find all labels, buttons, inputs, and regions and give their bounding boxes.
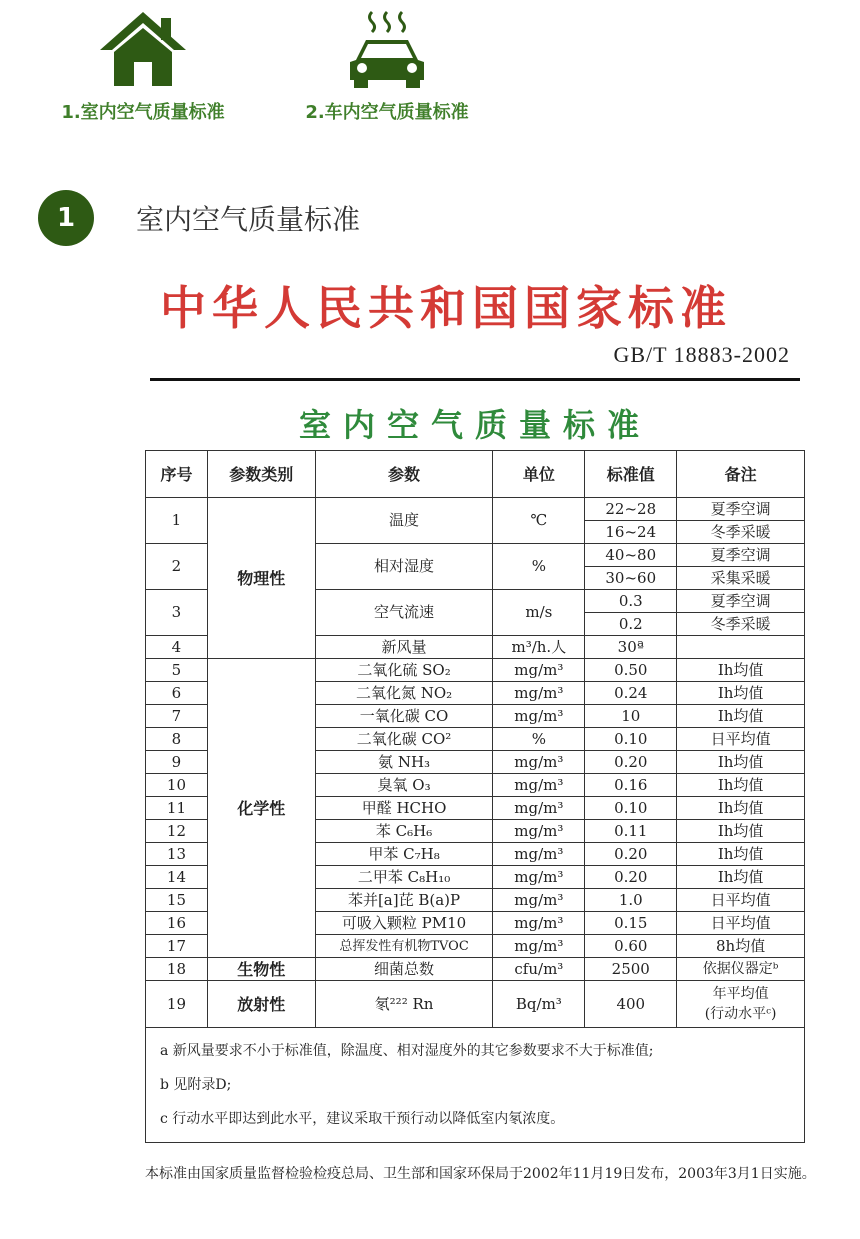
cell-no: 8 <box>146 728 208 751</box>
cell-value: 0.20 <box>585 866 677 889</box>
document-subtitle: 室内空气质量标准 <box>298 406 651 444</box>
category-radioactive: 放射性 <box>207 981 315 1028</box>
table-row <box>146 659 805 682</box>
cell-unit: mg/m³ <box>493 751 585 774</box>
cell-value: 16~24 <box>585 521 677 544</box>
cell-note: 8h均值 <box>677 935 805 958</box>
category-chemical: 化学性 <box>207 659 315 958</box>
cell-value: 30~60 <box>585 567 677 590</box>
cell-unit: mg/m³ <box>493 705 585 728</box>
cell-no: 11 <box>146 797 208 820</box>
cell-value: 0.10 <box>585 728 677 751</box>
nav-item-indoor[interactable] <box>38 8 248 124</box>
category-physical: 物理性 <box>207 498 315 659</box>
cell-no: 16 <box>146 912 208 935</box>
cell-value: 400 <box>585 981 677 1028</box>
cell-no: 2 <box>146 544 208 590</box>
cell-value: 0.15 <box>585 912 677 935</box>
cell-note: 夏季空调 <box>677 498 805 521</box>
cell-unit: mg/m³ <box>493 912 585 935</box>
cell-param: 可吸入颗粒 PM10 <box>315 912 493 935</box>
cell-param: 氨 NH₃ <box>315 751 493 774</box>
cell-param: 二氧化氮 NO₂ <box>315 682 493 705</box>
cell-param: 苯并[a]芘 B(a)P <box>315 889 493 912</box>
header-category: 参数类别 <box>207 451 315 498</box>
cell-value: 0.16 <box>585 774 677 797</box>
cell-value: 0.24 <box>585 682 677 705</box>
top-nav <box>0 0 860 140</box>
standards-table <box>145 450 805 1143</box>
cell-param: 细菌总数 <box>315 958 493 981</box>
cell-param: 空气流速 <box>315 590 493 636</box>
cell-note <box>677 636 805 659</box>
cell-note: Ih均值 <box>677 820 805 843</box>
cell-unit: mg/m³ <box>493 797 585 820</box>
section-title: 室内空气质量标准 <box>136 203 361 236</box>
header-no: 序号 <box>146 451 208 498</box>
cell-value: 40~80 <box>585 544 677 567</box>
category-biological: 生物性 <box>207 958 315 981</box>
document-code: GB/T 18883-2002 <box>613 342 790 367</box>
car-icon <box>342 8 432 88</box>
cell-value: 2500 <box>585 958 677 981</box>
cell-no: 15 <box>146 889 208 912</box>
cell-param: 温度 <box>315 498 493 544</box>
cell-note: Ih均值 <box>677 682 805 705</box>
table-row <box>146 958 805 981</box>
cell-note: 日平均值 <box>677 728 805 751</box>
cell-unit: ℃ <box>493 498 585 544</box>
cell-note: 日平均值 <box>677 889 805 912</box>
cell-no: 14 <box>146 866 208 889</box>
section-number: 1 <box>38 190 94 246</box>
cell-value: 0.11 <box>585 820 677 843</box>
house-icon <box>98 8 188 88</box>
header-note: 备注 <box>677 451 805 498</box>
cell-value: 1.0 <box>585 889 677 912</box>
cell-unit: cfu/m³ <box>493 958 585 981</box>
cell-no: 19 <box>146 981 208 1028</box>
cell-unit: m³/h.人 <box>493 636 585 659</box>
cell-no: 12 <box>146 820 208 843</box>
table-notes-row <box>146 1028 805 1143</box>
cell-unit: mg/m³ <box>493 889 585 912</box>
cell-param: 总挥发性有机物TVOC <box>315 935 493 958</box>
cell-note: 冬季采暖 <box>677 613 805 636</box>
cell-no: 5 <box>146 659 208 682</box>
cell-no: 1 <box>146 498 208 544</box>
cell-value: 0.20 <box>585 843 677 866</box>
cell-param: 二甲苯 C₈H₁₀ <box>315 866 493 889</box>
cell-note: 夏季空调 <box>677 590 805 613</box>
cell-value: 0.60 <box>585 935 677 958</box>
header-param: 参数 <box>315 451 493 498</box>
cell-unit: mg/m³ <box>493 682 585 705</box>
cell-value: 0.50 <box>585 659 677 682</box>
cell-no: 3 <box>146 590 208 636</box>
cell-unit: mg/m³ <box>493 843 585 866</box>
cell-no: 4 <box>146 636 208 659</box>
cell-value: 0.3 <box>585 590 677 613</box>
cell-note: Ih均值 <box>677 866 805 889</box>
cell-value: 30ª <box>585 636 677 659</box>
cell-unit: mg/m³ <box>493 774 585 797</box>
cell-note: 日平均值 <box>677 912 805 935</box>
cell-param: 甲醛 HCHO <box>315 797 493 820</box>
cell-unit: mg/m³ <box>493 659 585 682</box>
cell-param: 甲苯 C₇H₈ <box>315 843 493 866</box>
cell-note: Ih均值 <box>677 705 805 728</box>
cell-note: 冬季采暖 <box>677 521 805 544</box>
cell-param: 新风量 <box>315 636 493 659</box>
cell-no: 10 <box>146 774 208 797</box>
cell-param: 二氧化硫 SO₂ <box>315 659 493 682</box>
cell-unit: % <box>493 728 585 751</box>
cell-note: 采集采暖 <box>677 567 805 590</box>
cell-no: 7 <box>146 705 208 728</box>
cell-value: 22~28 <box>585 498 677 521</box>
cell-note: 夏季空调 <box>677 544 805 567</box>
cell-no: 13 <box>146 843 208 866</box>
cell-unit: Bq/m³ <box>493 981 585 1028</box>
note-c: c 行动水平即达到此水平，建议采取干预行动以降低室内氡浓度。 <box>160 1111 565 1127</box>
nav-label-car: 2.车内空气质量标准 <box>305 102 469 123</box>
cell-unit: mg/m³ <box>493 866 585 889</box>
table-row <box>146 981 805 1028</box>
cell-note: 年平均值 (行动水平ᶜ) <box>677 981 805 1028</box>
cell-unit: m/s <box>493 590 585 636</box>
cell-param: 一氧化碳 CO <box>315 705 493 728</box>
footer-text: 本标准由国家质量监督检验检疫总局、卫生部和国家环保局于2002年11月19日发布，2003年3月1日实施。 <box>145 1166 816 1182</box>
cell-note: Ih均值 <box>677 659 805 682</box>
document-title: 中华人民共和国国家标准 <box>160 281 732 335</box>
cell-value: 10 <box>585 705 677 728</box>
cell-no: 18 <box>146 958 208 981</box>
cell-param: 相对湿度 <box>315 544 493 590</box>
cell-unit: mg/m³ <box>493 935 585 958</box>
cell-param: 氡²²² Rn <box>315 981 493 1028</box>
nav-item-car[interactable] <box>282 8 492 124</box>
header-value: 标准值 <box>585 451 677 498</box>
cell-param: 苯 C₆H₆ <box>315 820 493 843</box>
cell-value: 0.20 <box>585 751 677 774</box>
title-divider <box>150 378 800 381</box>
cell-unit: % <box>493 544 585 590</box>
table-row <box>146 498 805 521</box>
cell-param: 二氧化碳 CO² <box>315 728 493 751</box>
cell-unit: mg/m³ <box>493 820 585 843</box>
note-a: a 新风量要求不小于标准值，除温度、相对湿度外的其它参数要求不大于标准值; <box>160 1043 654 1059</box>
cell-note: Ih均值 <box>677 843 805 866</box>
cell-value: 0.2 <box>585 613 677 636</box>
table-header-row <box>146 451 805 498</box>
cell-no: 17 <box>146 935 208 958</box>
nav-label-indoor: 1.室内空气质量标准 <box>61 102 225 123</box>
cell-no: 6 <box>146 682 208 705</box>
cell-no: 9 <box>146 751 208 774</box>
header-unit: 单位 <box>493 451 585 498</box>
note-b: b 见附录D; <box>160 1077 232 1093</box>
cell-value: 0.10 <box>585 797 677 820</box>
cell-note: Ih均值 <box>677 774 805 797</box>
cell-note: Ih均值 <box>677 797 805 820</box>
cell-note: 依据仪器定ᵇ <box>677 958 805 981</box>
cell-param: 臭氧 O₃ <box>315 774 493 797</box>
cell-note: Ih均值 <box>677 751 805 774</box>
